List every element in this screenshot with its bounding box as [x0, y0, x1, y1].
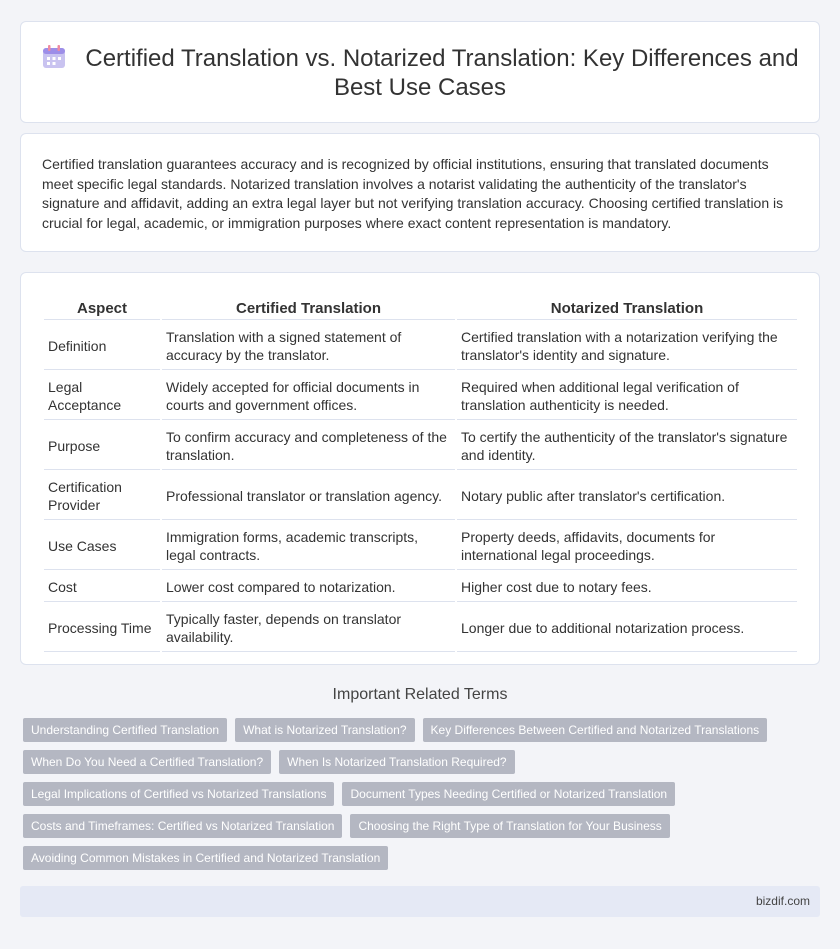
related-term-tag[interactable]: Document Types Needing Certified or Notarized Translation: [342, 782, 675, 806]
related-term-tag[interactable]: Key Differences Between Certified and Notarized Translations: [423, 718, 768, 742]
related-term-tag[interactable]: What is Notarized Translation?: [235, 718, 414, 742]
table-cell: Notary public after translator's certification.: [457, 472, 797, 520]
table-cell: Processing Time: [44, 604, 160, 652]
related-term-tag[interactable]: Avoiding Common Mistakes in Certified and Notarized Translation: [23, 846, 388, 870]
table-cell: Immigration forms, academic transcripts, legal contracts.: [162, 522, 455, 570]
table-row: [44, 572, 797, 602]
table-row: [44, 372, 797, 420]
table-cell: Property deeds, affidavits, documents for international legal proceedings.: [457, 522, 797, 570]
table-cell: Cost: [44, 572, 160, 602]
table-cell: Definition: [44, 322, 160, 370]
table-cell: Higher cost due to notary fees.: [457, 572, 797, 602]
table-cell: To confirm accuracy and completeness of the translation.: [162, 422, 455, 470]
related-terms-list: [23, 718, 803, 878]
table-cell: Typically faster, depends on translator availability.: [162, 604, 455, 652]
table-row: [44, 472, 797, 520]
table-cell: Certified translation with a notarization verifying the translator's identity and signature.: [457, 322, 797, 370]
page-title-wrap: [21, 44, 819, 102]
table-row: [44, 522, 797, 570]
table-cell: Longer due to additional notarization process.: [457, 604, 797, 652]
related-terms-heading: Important Related Terms: [332, 686, 508, 703]
table-row: [44, 604, 797, 652]
related-term-tag[interactable]: Choosing the Right Type of Translation for Your Business: [350, 814, 669, 838]
page-title: Certified Translation vs. Notarized Translation: Key Differences and Best Use Cases: [85, 45, 799, 101]
related-term-tag[interactable]: Legal Implications of Certified vs Notarized Translations: [23, 782, 334, 806]
intro-card: [20, 133, 820, 252]
related-term-tag[interactable]: When Is Notarized Translation Required?: [279, 750, 514, 774]
header-notarized: Notarized Translation: [457, 299, 797, 320]
header-certified: Certified Translation: [162, 299, 455, 320]
header-card: [20, 21, 820, 123]
related-term-tag[interactable]: Understanding Certified Translation: [23, 718, 227, 742]
table-cell: Certification Provider: [44, 472, 160, 520]
intro-paragraph: Certified translation guarantees accuracy and is recognized by official institutions, ensuring that translated documents meet specific legal standards. Notarized translation involves a notarist validating the authenticity of the translator's signature and affidavit, adding an extra legal layer but not verifying translation accuracy. Choosing certified translation is crucial for legal, academic, or immigration purposes where exact content representation is mandatory.: [42, 156, 784, 231]
footer-site-link[interactable]: bizdif.com: [755, 894, 810, 908]
related-term-tag[interactable]: When Do You Need a Certified Translation?: [23, 750, 271, 774]
table-cell: Required when additional legal verification of translation authenticity is needed.: [457, 372, 797, 420]
table-cell: Legal Acceptance: [44, 372, 160, 420]
table-row: [44, 422, 797, 470]
table-cell: Lower cost compared to notarization.: [162, 572, 455, 602]
table-cell: To certify the authenticity of the translator's signature and identity.: [457, 422, 797, 470]
table-cell: Purpose: [44, 422, 160, 470]
table-cell: Translation with a signed statement of accuracy by the translator.: [162, 322, 455, 370]
comparison-table: [42, 297, 799, 654]
calendar-icon: [41, 44, 67, 70]
table-row: [44, 322, 797, 370]
table-cell: Widely accepted for official documents in courts and government offices.: [162, 372, 455, 420]
header-aspect: Aspect: [44, 299, 160, 320]
table-header-row: [44, 299, 797, 320]
footer-bar: [20, 886, 820, 917]
related-term-tag[interactable]: Costs and Timeframes: Certified vs Notarized Translation: [23, 814, 342, 838]
comparison-card: [20, 272, 820, 665]
table-cell: Professional translator or translation agency.: [162, 472, 455, 520]
table-cell: Use Cases: [44, 522, 160, 570]
